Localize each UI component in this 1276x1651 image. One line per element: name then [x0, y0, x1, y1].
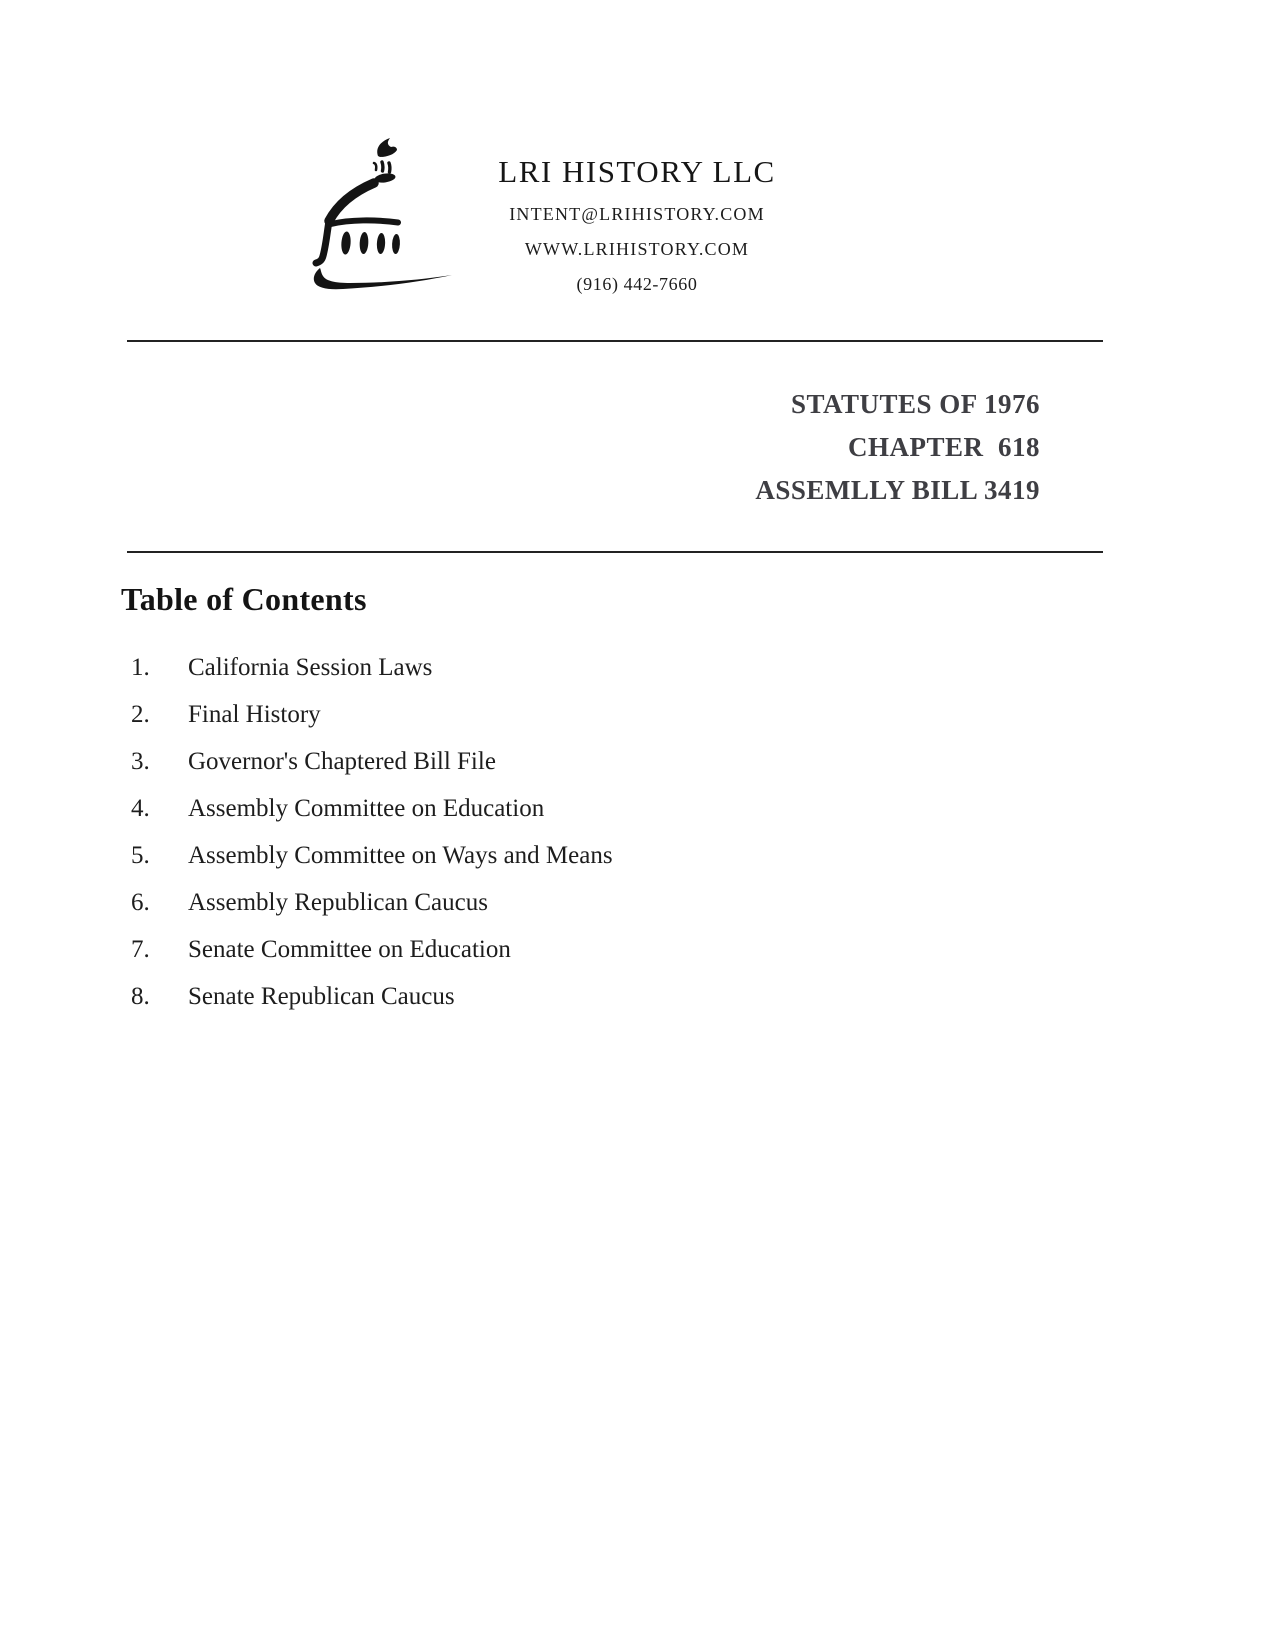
toc-item-label: Senate Committee on Education	[188, 936, 511, 963]
toc-item	[120, 890, 613, 916]
toc-title: Table of Contents	[121, 581, 367, 617]
toc-item	[120, 655, 613, 681]
capitol-dome-icon	[295, 126, 465, 291]
website-text: WWW.LRIHISTORY.COM	[524, 239, 750, 259]
toc-list	[120, 655, 613, 1031]
toc-item	[120, 843, 613, 869]
toc-item-label: Assembly Committee on Education	[188, 795, 545, 822]
assembly-bill-line: ASSEMLLY BILL 3419	[755, 475, 1040, 505]
email-text: INTENT@LRIHISTORY.COM	[509, 204, 765, 224]
divider-bottom	[127, 551, 1103, 553]
divider-top	[127, 340, 1103, 342]
toc-item	[120, 702, 613, 728]
toc-item-label: Senate Republican Caucus	[188, 983, 455, 1010]
chapter-line: CHAPTER 618	[847, 432, 1040, 462]
statutes-line: STATUTES OF 1976	[790, 389, 1040, 419]
company-name: LRI HISTORY LLC	[498, 154, 776, 189]
toc-item	[120, 749, 613, 775]
toc-item-label: Governor's Chaptered Bill File	[188, 748, 496, 775]
toc-item-label: California Session Laws	[188, 654, 433, 681]
letterhead	[295, 126, 809, 295]
toc-item	[120, 937, 613, 963]
toc-item	[120, 984, 613, 1010]
document-heading	[755, 383, 1040, 512]
letterhead-text	[465, 126, 809, 295]
phone-text: (916) 442-7660	[576, 274, 698, 294]
toc-item-label: Assembly Republican Caucus	[188, 889, 488, 916]
toc-item-label: Final History	[188, 701, 321, 728]
toc-item	[120, 796, 613, 822]
toc-item-label: Assembly Committee on Ways and Means	[188, 842, 613, 869]
